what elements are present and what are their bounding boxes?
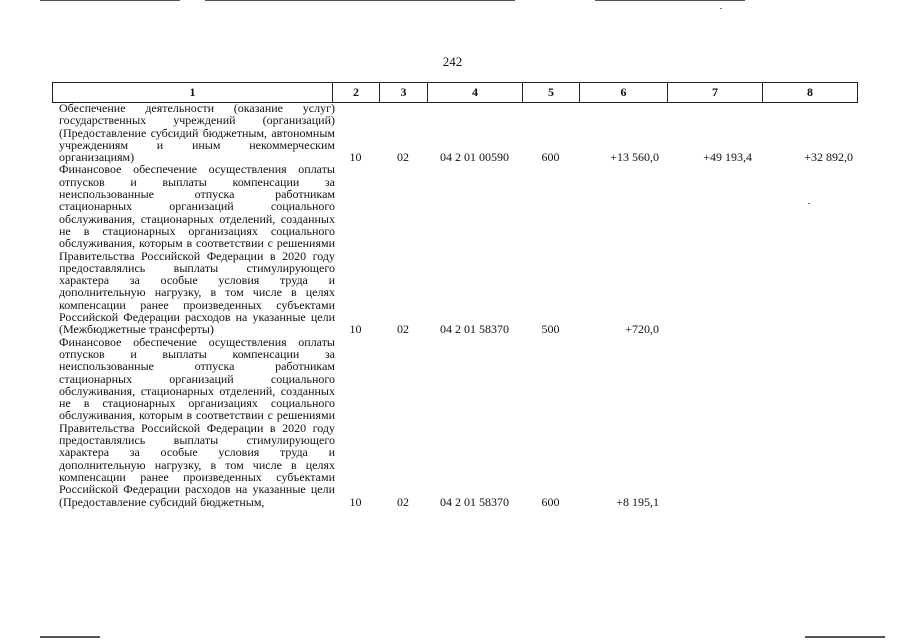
cell-expense-type: 500 (541, 322, 560, 337)
cell-section: 10 (349, 322, 362, 337)
scan-artifact-line (805, 636, 885, 638)
cell-subsection: 02 (397, 494, 409, 509)
table-header (52, 82, 858, 103)
page-number: 242 (442, 54, 463, 69)
row-description: Финансовое обеспечение осуществления оплаты отпусков и выплаты компенсации за неиспользованные отпуска работникам стационарных организаций социального обслуживания, стационарных отделений, созданных не в стационарных организациях социального обслуживания, которым в соответствии с решениями Правительства Российской Федерации в 2020 году предоставлялись выплаты стимулирующего характера за особые условия труда и дополнительную нагрузку, в том числе в целях компенсации ранее произведенных субъектами Российской Федерации расходов на указанные цели (Предоставление субсидий бюджетным, (59, 334, 335, 509)
column-header-7: 7 (667, 83, 762, 102)
cell-section: 10 (349, 150, 362, 165)
cell-section: 10 (349, 494, 362, 509)
table-body (52, 102, 858, 508)
table-row (52, 336, 858, 508)
column-header-3: 3 (379, 83, 427, 102)
column-header-2: 2 (332, 83, 379, 102)
row-description: Финансовое обеспечение осуществления оплаты отпусков и выплаты компенсации за неиспользованные отпуска работникам стационарных организаций социального обслуживания, стационарных отделений, созданных не в стационарных организациях социального обслуживания, которым в соответствии с решениями Правительства Российской Федерации в 2020 году предоставлялись выплаты стимулирующего характера за особые условия труда и дополнительную нагрузку, в том числе в целях компенсации ранее произведенных субъектами Российской Федерации расходов на указанные цели (Межбюджетные трансферты) (59, 162, 335, 337)
scan-artifact-line (205, 0, 515, 1)
cell-subsection: 02 (397, 150, 409, 165)
cell-amount-7: +49 193,4 (703, 150, 752, 165)
cell-subsection: 02 (397, 322, 409, 337)
column-header-4: 4 (427, 83, 522, 102)
column-header-1: 1 (52, 83, 332, 102)
column-header-6: 6 (579, 83, 667, 102)
cell-expense-type: 600 (541, 150, 560, 165)
column-header-5: 5 (522, 83, 579, 102)
scan-artifact-line (40, 0, 180, 1)
cell-target-code: 04 2 01 00590 (440, 150, 509, 165)
cell-amount-6: +720,0 (625, 322, 659, 337)
table-row (52, 102, 858, 163)
cell-amount-6: +13 560,0 (610, 150, 659, 165)
cell-target-code: 04 2 01 58370 (440, 494, 509, 509)
cell-amount-6: +8 195,1 (616, 494, 659, 509)
cell-expense-type: 600 (541, 494, 560, 509)
scan-artifact-line (595, 0, 745, 1)
table-row (52, 163, 858, 335)
scan-artifact-line (40, 636, 100, 638)
scan-speck (720, 8, 722, 9)
cell-amount-8: +32 892,0 (804, 150, 853, 165)
cell-target-code: 04 2 01 58370 (440, 322, 509, 337)
row-description: Обеспечение деятельности (оказание услуг) государственных учреждений (организаций) (Предоставление субсидий бюджетным, автономным учреждениям и иным некоммерческим организациям) (59, 101, 335, 165)
column-header-8: 8 (762, 83, 858, 102)
